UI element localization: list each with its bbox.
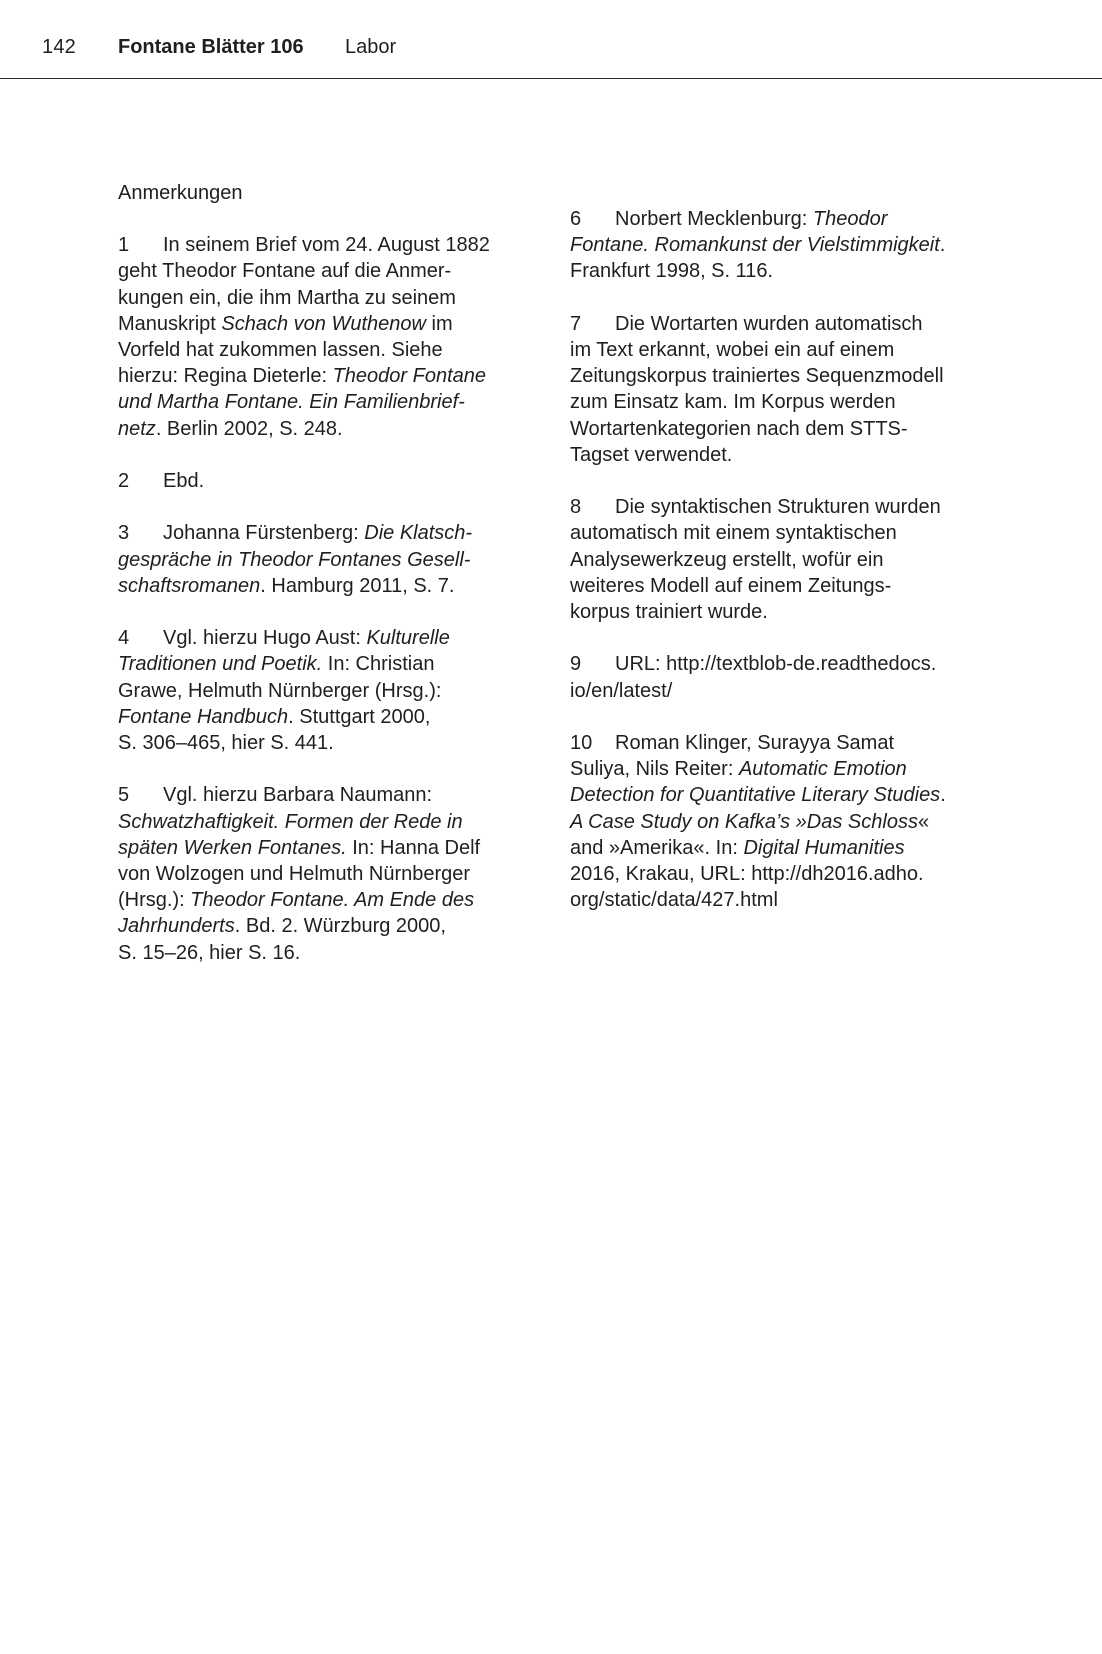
footnote-1: 1 In seinem Brief vom 24. August 1882 geht Theodor Fontane auf die Anmer- kungen ein, die ihm Martha zu seinem Manuskript Schach von Wuthenow im Vorfeld hat zukommen lassen. Siehe hierzu: Regina Dieterle: Theodor Fontane und Martha Fontane. Ein Familienbrief- netz. Berlin 2002, S. 248. <box>118 234 490 440</box>
page-number: 142 <box>42 36 76 58</box>
footnote-number: 10 <box>570 732 593 754</box>
footnote-6: 6 Norbert Mecklenburg: Theodor Fontane. Romankunst der Vielstimmigkeit. Frankfurt 1998, S. 116. <box>570 208 946 283</box>
footnote-number: 4 <box>118 627 130 650</box>
footnote-3: 3 Johanna Fürstenberg: Die Klatsch- gespräche in Theodor Fontanes Gesell- schaftsromanen. Hamburg 2011, S. 7. <box>118 522 473 597</box>
footnote-number: 7 <box>570 312 582 335</box>
footnote-5: 5 Vgl. hierzu Barbara Naumann: Schwatzhaftigkeit. Formen der Rede in späten Werken Fontanes. In: Hanna Delf von Wolzogen und Helmuth Nürnberger (Hrsg.): Theodor Fontane. Am Ende des Jahrhunderts. Bd. 2. Würzburg 2000, S. 15–26, hier S. 16. <box>118 784 481 964</box>
footnote-number: 2 <box>118 470 130 493</box>
footnote-number: 8 <box>570 496 582 519</box>
section-label: Labor <box>345 36 397 58</box>
footnote-number: 1 <box>118 234 130 257</box>
notes-heading: Anmerkungen <box>118 182 243 204</box>
footnote-url: URL: http://textblob-de.readthedocs. <box>615 653 937 676</box>
notes-column-left <box>118 180 538 992</box>
footnote-2: 2 Ebd. <box>118 468 538 494</box>
notes-column-right <box>570 206 990 940</box>
running-head <box>0 0 1102 79</box>
journal-title: Fontane Blätter 106 <box>118 36 304 58</box>
footnote-8: 8 Die syntaktischen Strukturen wurden automatisch mit einem syntaktischen Analysewerkzeug erstellt, wofür ein weiteres Modell auf einem Zeitungs- korpus trainiert wurde. <box>570 496 941 624</box>
footnote-9: 9 URL: http://textblob-de.readthedocs. io/en/latest/ <box>570 653 937 702</box>
footnote-number: 9 <box>570 653 582 676</box>
footnote-7: 7 Die Wortarten wurden automatisch im Text erkannt, wobei ein auf einem Zeitungskorpus trainiertes Sequenzmodell zum Einsatz kam. Im Korpus werden Wortartenkategorien nach dem STTS- Tagset verwendet. <box>570 312 944 466</box>
footnote-number: 5 <box>118 784 130 807</box>
footnote-number: 3 <box>118 522 130 545</box>
footnote-4: 4 Vgl. hierzu Hugo Aust: Kulturelle Traditionen und Poetik. In: Christian Grawe, Helmuth Nürnberger (Hrsg.): Fontane Handbuch. Stuttgart 2000, S. 306–465, hier S. 441. <box>118 627 450 755</box>
footnote-number: 6 <box>570 208 582 230</box>
footnote-10: 10 Roman Klinger, Surayya Samat Suliya, Nils Reiter: Automatic Emotion Detection for Quantitative Literary Studies. A Case Study on Kafka’s »Das Schloss« and »Amerika«. In: Digital Humanities 2016, Krakau, URL: http://dh2016.adho. org/static/data/427.html <box>570 732 946 912</box>
